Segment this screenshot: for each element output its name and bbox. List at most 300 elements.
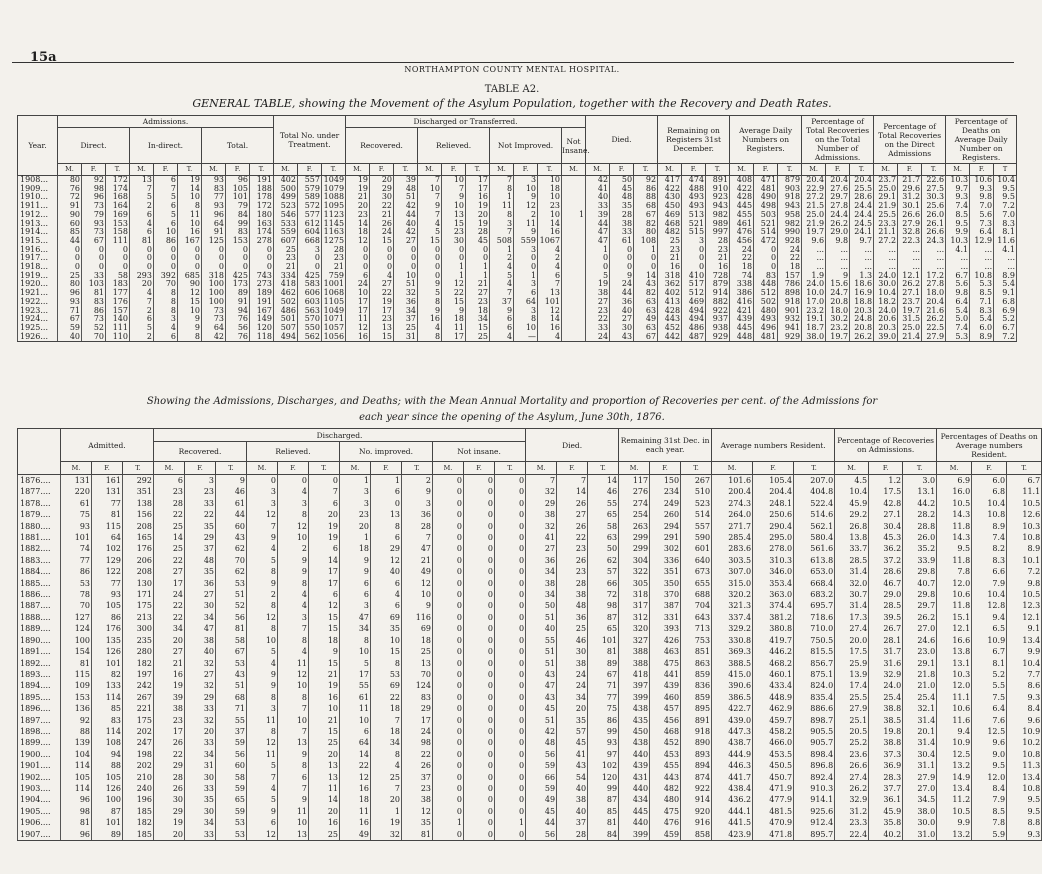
table-cell: 26.2 [922,315,946,324]
sub-header: M. [874,164,898,176]
table-cell: 14.3 [937,532,972,543]
table-cell: 6.6 [972,566,1007,577]
table-cell: 20 [466,211,490,220]
table-cell: 0 [433,635,464,646]
table-cell: 31.4 [835,600,869,611]
table-cell: 1001 [322,280,346,289]
table-cell: 6.5 [972,623,1007,634]
table-cell: 33 [586,324,610,333]
table-cell: 450 [658,202,682,211]
year-cell: 1879.... [18,509,61,520]
table-cell: 31.4 [903,715,937,726]
year-cell: 1908... [18,176,58,185]
table-cell: 27 [370,280,394,289]
table-cell: 452 [658,324,682,333]
table-cell: 387 [650,600,681,611]
table-cell: 19 [370,298,394,307]
table-cell: 21.8 [903,669,937,680]
table-cell: 13.8 [937,646,972,657]
table-row [18,498,1042,509]
table-cell: 176 [92,623,123,634]
table-cell: 10.5 [937,498,972,509]
table-cell: 496 [754,324,778,333]
table-cell: 380.8 [753,623,794,634]
table-cell: 0 [466,254,490,263]
table-cell: 23.2 [826,324,850,333]
table-cell: 0 [464,635,495,646]
table-cell: 23 [185,486,216,497]
table-cell: 480 [754,307,778,316]
table-cell: 0 [464,521,495,532]
table-cell: 9 [309,646,340,657]
table-cell: 44 [216,509,247,520]
sub-header: F. [754,164,778,176]
table-cell: 73 [82,202,106,211]
table-cell: 248.1 [753,498,794,509]
table-cell: 583 [298,280,322,289]
table-cell: 10 [278,532,309,543]
table-cell: 30 [370,193,394,202]
table-cell: 18 [466,307,490,316]
table-cell: 30.4 [869,521,903,532]
table-cell: 8 [490,185,514,194]
table-cell: 31.2 [835,806,869,817]
table-row [18,703,1042,714]
table-cell: 4 [130,220,154,229]
table-cell: 16 [538,324,562,333]
table-cell: 14 [557,486,588,497]
table-cell: 29.8 [903,566,937,577]
table-cell: 54 [557,772,588,783]
table-cell: 70 [402,669,433,680]
table-cell: 32.9 [835,794,869,805]
table-cell: 94 [92,749,123,760]
table-cell: 851 [681,646,712,657]
sub-header: M. [340,462,371,475]
table-cell: 213 [123,612,154,623]
table-cell [562,280,586,289]
sub-header: M. [586,164,610,176]
table-cell: 1 [340,475,371,487]
table-cell: 300 [123,623,154,634]
table-cell: 36 [402,509,433,520]
table-cell: 7.9 [972,578,1007,589]
table-cell: 10.3 [1007,521,1042,532]
table-cell: 7.2 [1007,566,1042,577]
table-cell: 0 [610,254,634,263]
table-cell: 759 [322,272,346,281]
table-cell: 13 [371,509,402,520]
table-cell: 61 [610,237,634,246]
table-cell: 0 [58,254,82,263]
table-cell: 408 [730,176,754,185]
col-year-b [18,429,61,475]
table-cell: 688 [681,589,712,600]
year-cell: 1911... [18,202,58,211]
table-cell: 267 [123,692,154,703]
col-average: Average Daily Numbers on Registers. [730,116,802,164]
table-cell: 21 [658,254,682,263]
table-cell: 10.8 [972,509,1007,520]
table-cell: 8 [371,521,402,532]
table-row [18,669,1042,680]
table-cell: 824.0 [794,680,835,691]
table-cell: 0 [154,246,178,255]
table-cell: 263 [619,521,650,532]
table-cell: 431 [619,772,650,783]
table-cell: 471.9 [753,783,794,794]
table-cell: 9.7 [946,185,970,194]
table-row [18,589,1042,600]
table-cell: 36 [394,298,418,307]
table-cell: 48 [557,600,588,611]
table-cell: 20 [154,635,185,646]
table-cell: 109 [61,680,92,691]
table-cell: 10.5 [1007,498,1042,509]
table-cell: 77 [202,193,226,202]
table-cell: 44 [394,211,418,220]
table-cell: 6 [371,532,402,543]
table-cell: 397 [619,680,650,691]
table-cell: 56 [526,829,557,841]
table-cell: 6 [309,589,340,600]
table-cell: 4 [371,589,402,600]
table-cell: 26.6 [922,228,946,237]
table-cell: 8.9 [970,333,994,342]
table-cell: 178 [250,193,274,202]
table-cell: 7 [490,289,514,298]
table-cell: 67 [634,333,658,342]
table-cell: 32 [185,658,216,669]
table-cell: 1 [371,475,402,487]
table-row [18,817,1042,828]
table-cell: 23 [274,254,298,263]
table-cell: 418 [274,280,298,289]
table-cell: 450.5 [753,760,794,771]
table-cell: 180 [250,211,274,220]
table-cell: 188 [250,185,274,194]
table-cell: 295.0 [753,532,794,543]
table-cell: 0 [250,263,274,272]
table-cell: 135 [92,635,123,646]
table-cell: 82 [634,289,658,298]
table-cell: 11.8 [937,555,972,566]
table-cell: 68 [634,202,658,211]
table-cell: 9.1 [994,289,1017,298]
table-cell: 25.0 [898,324,922,333]
table-cell: 23.7 [898,298,922,307]
table-cell: 786 [778,280,802,289]
table-cell: 5 [418,289,442,298]
table-cell: 302 [650,543,681,554]
table-cell: 5 [247,646,278,657]
table-cell [562,246,586,255]
table-cell: 23 [402,783,433,794]
table-cell: 415.0 [712,669,753,680]
table-cell: 388 [619,658,650,669]
table-cell: 6.4 [970,228,994,237]
table-cell: 12.6 [1007,509,1042,520]
table-row [18,623,1042,634]
year-cell: 1906.... [18,817,61,828]
table-cell: 50 [610,176,634,185]
table-cell: 603 [298,298,322,307]
table-cell: 19 [309,532,340,543]
table-cell: ... [946,263,970,272]
col-average-b: Average numbers Resident. [712,429,835,462]
table-cell: 487 [682,333,706,342]
table-cell: 894 [681,760,712,771]
sub-header: F. [82,164,106,176]
table-cell: 8.3 [994,220,1017,229]
table-cell: 13 [309,772,340,783]
table-cell: 62 [216,566,247,577]
table-cell: 10.4 [994,176,1017,185]
table-cell: 0 [226,254,250,263]
table-cell: 9.8 [1007,578,1042,589]
table-cell: 1.2 [869,475,903,487]
table-cell: 25 [466,333,490,342]
table-cell: 196 [123,794,154,805]
table-cell: 655 [681,578,712,589]
table-cell [562,307,586,316]
table-cell: 14 [588,475,619,487]
sub-header: M. [247,462,278,475]
sub-header: M. [658,164,682,176]
table-cell: 15 [178,298,202,307]
table-cell: 292 [123,475,154,487]
sub-header: T. [903,462,937,475]
table-cell: 18.8 [850,298,874,307]
table-cell: 390.6 [712,680,753,691]
table-cell: 7.4 [946,202,970,211]
table-cell: 26 [370,220,394,229]
table-cell: 20 [154,829,185,841]
table-cell: 997 [706,228,730,237]
table-cell: 0 [495,498,526,509]
table-cell: 3 [514,280,538,289]
table-cell: 56 [216,749,247,760]
table-cell: 6 [346,272,370,281]
table-cell: 4 [278,589,309,600]
table-cell: 92 [61,715,92,726]
table-cell: 73 [202,315,226,324]
year-cell: 1889.... [18,623,61,634]
table-cell: 3 [247,498,278,509]
table-cell [562,324,586,333]
table-cell [562,176,586,185]
col-discharged-b: Discharged. [154,429,526,442]
table-cell: 16 [418,315,442,324]
table-cell: 36 [526,555,557,566]
table-cell: 7 [278,623,309,634]
table-cell: 3 [402,498,433,509]
year-cell: 1915... [18,237,58,246]
table-cell: 0 [495,829,526,841]
table-cell: 0 [495,760,526,771]
table-cell: 22.3 [898,237,922,246]
table-cell: 26 [402,760,433,771]
table-cell: 11.6 [994,237,1017,246]
sub-header: M. [58,164,82,176]
table-cell: 117 [619,475,650,487]
sub-header: F. [970,164,994,176]
table-cell: 27.1 [869,509,903,520]
table-cell: 6.8 [994,298,1017,307]
table-cell: 5 [586,272,610,281]
table-cell: 19 [154,817,185,828]
table-cell: 9 [402,486,433,497]
table-cell: 0 [106,254,130,263]
sub-header: M. [619,462,650,475]
table-cell: 42 [526,726,557,737]
table-cell: 61 [61,498,92,509]
table-cell: 22.4 [835,829,869,841]
table-cell: 75 [61,509,92,520]
table-cell: 115 [61,669,92,680]
table-cell: 46 [216,486,247,497]
table-cell: 9.3 [1007,692,1042,703]
table-cell: ... [970,263,994,272]
table-cell: 858 [681,829,712,841]
table-cell: 891 [706,176,730,185]
table-cell: 84 [226,211,250,220]
sub-header: M. [946,164,970,176]
table-cell: 381.2 [753,612,794,623]
table-cell: 8 [278,578,309,589]
table-cell: 570 [298,315,322,324]
table-cell: 12 [309,600,340,611]
table-cell: 9 [826,272,850,281]
table-cell: 0 [464,726,495,737]
table-cell: 24.7 [826,289,850,298]
table-cell: 448 [730,333,754,342]
table-cell: 278.0 [753,543,794,554]
table-cell: 0 [433,692,464,703]
table-cell: 29 [185,532,216,543]
table-cell: 131 [61,475,92,487]
table-cell: 4.1 [994,246,1017,255]
table-cell: 914.1 [794,794,835,805]
table-cell: 25.6 [922,202,946,211]
table-cell: 388 [619,646,650,657]
table-cell: 37 [402,772,433,783]
table-cell: 337.4 [712,612,753,623]
table-cell: 28 [610,211,634,220]
table-row [18,521,1042,532]
table-a-caption: GENERAL TABLE, showing the Movement of the Asylum Population, together with the Recovery and Death Rates. [192,97,832,110]
table-cell: 0 [433,669,464,680]
table-cell: 10 [402,589,433,600]
table-cell [562,237,586,246]
table-cell: 24.1 [850,228,874,237]
table-cell: 11 [309,783,340,794]
table-cell: 25.5 [874,211,898,220]
table-cell: 512 [754,289,778,298]
table-cell: 27.0 [903,623,937,634]
table-cell: 29.8 [903,589,937,600]
table-cell: 70 [154,280,178,289]
table-cell: 0 [130,263,154,272]
table-cell: 32 [526,521,557,532]
table-cell: 463 [650,646,681,657]
table-cell: 0 [464,578,495,589]
table-cell: 23 [557,566,588,577]
year-cell: 1894.... [18,680,61,691]
table-cell: 5.2 [994,315,1017,324]
table-cell: 475 [650,806,681,817]
table-cell: 27 [185,669,216,680]
table-cell: 0 [82,246,106,255]
table-cell: 2 [130,307,154,316]
table-cell: 14 [346,220,370,229]
table-cell: 990 [778,228,802,237]
table-cell: 93 [58,298,82,307]
table-cell: 32.9 [869,669,903,680]
table-row [18,600,1042,611]
table-cell: 20.0 [835,635,869,646]
table-cell: 0 [433,829,464,841]
table-cell: 59 [216,783,247,794]
table-cell: 22 [370,289,394,298]
table-cell: 370 [650,589,681,600]
table-cell: 0 [495,600,526,611]
table-cell: 9.9 [937,817,972,828]
table-cell: 27.5 [922,185,946,194]
table-cell: 39 [154,692,185,703]
table-cell: 1 [586,246,610,255]
table-cell: 86 [82,307,106,316]
table-cell: 58 [216,635,247,646]
table-cell: 1163 [322,228,346,237]
table-cell: 23 [658,246,682,255]
table-cell: 21.4 [898,333,922,342]
table-cell: 26.2 [850,333,874,342]
table-cell: 0 [495,578,526,589]
table-cell: 0 [394,254,418,263]
table-cell: 494 [682,315,706,324]
table-cell: 455 [730,211,754,220]
table-cell: 10 [538,176,562,185]
table-cell: 60 [58,220,82,229]
table-cell: 42.8 [869,498,903,509]
table-cell: 445 [730,202,754,211]
table-cell [562,185,586,194]
table-cell: 19 [309,680,340,691]
table-cell: 9 [216,475,247,487]
table-cell: 22 [154,600,185,611]
table-cell: 11 [340,703,371,714]
table-cell: 895 [681,703,712,714]
table-cell: 456 [650,715,681,726]
table-cell: 510 [681,486,712,497]
table-cell: 517 [682,280,706,289]
table-cell: 0 [464,817,495,828]
table-cell: 2 [130,202,154,211]
table-cell: 42 [586,176,610,185]
table-cell: 13 [130,176,154,185]
year-cell: 1877.... [18,486,61,497]
table-cell: 546 [274,211,298,220]
table-cell: 23 [154,715,185,726]
table-cell: 910 [706,185,730,194]
table-cell: 81 [588,817,619,828]
table-cell: 9 [278,749,309,760]
year-cell: 1921... [18,289,58,298]
table-cell: 72 [58,193,82,202]
table-cell: 99 [588,783,619,794]
year-cell: 1919... [18,272,58,281]
